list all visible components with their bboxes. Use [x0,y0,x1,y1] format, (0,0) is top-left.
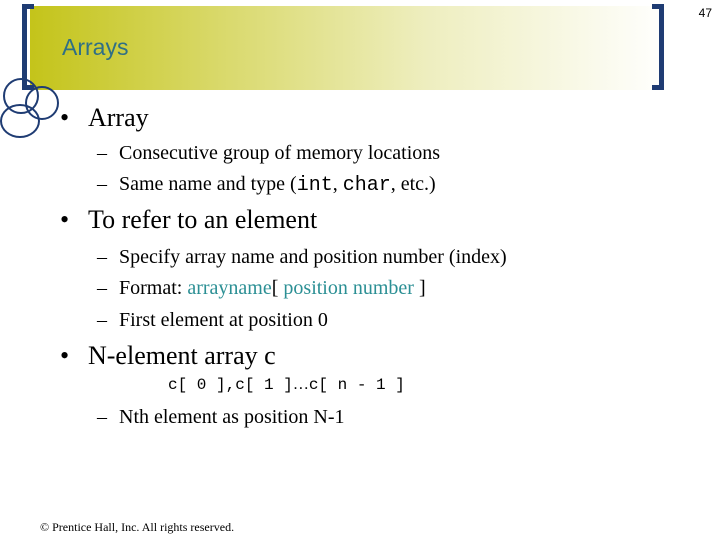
bullet-mark: • [60,103,70,132]
dash-mark: – [97,406,107,428]
bullet-mark: • [60,341,70,370]
sub-bullet [97,173,436,197]
bullet-label: N-element array c [88,341,276,370]
bullet-label: To refer to an element [88,205,318,234]
bullet-nelement [60,341,276,371]
page-number: 47 [698,6,712,20]
sub-bullet-text: Same name and type ( [119,173,297,195]
sub-bullet-text: Consecutive group of memory locations [119,142,441,164]
sub-bullet-text: , [332,173,343,195]
code-ellipsis: … [292,376,309,393]
sub-bullet-text: ] [413,277,426,299]
right-bracket-decoration [652,4,664,90]
sub-bullet-text: Specify array name and position number (index) [119,246,507,268]
bullet-array [60,103,149,133]
bullet-label: Array [88,103,149,132]
bullet-mark: • [60,205,70,234]
sub-bullet [97,406,345,429]
code-element: c[ 1 ] [235,376,293,394]
code-element: c[ 0 ], [168,376,236,394]
dash-mark: – [97,142,107,164]
left-bracket-decoration [22,4,34,90]
sub-bullet-text: First element at position 0 [119,309,328,331]
sub-bullet-text: Nth element as position N-1 [119,406,345,428]
sub-bullet [97,277,426,300]
dash-mark: – [97,246,107,268]
dash-mark: – [97,173,107,195]
sub-bullet [97,142,440,165]
dash-mark: – [97,309,107,331]
copyright-footer: © Prentice Hall, Inc. All rights reserved. [40,520,235,534]
bullet-refer [60,205,317,235]
sub-bullet [97,309,328,332]
sub-bullet-text: , etc.) [390,173,436,195]
code-example [168,376,405,394]
sub-bullet [97,246,507,269]
sub-bullet-text: Format: [119,277,188,299]
format-arrayname: arrayname [187,277,272,299]
slide-title: Arrays [62,34,129,60]
dash-mark: – [97,277,107,299]
format-position-number: position number [283,277,414,299]
code-char: char [342,174,391,197]
ring-decoration [25,86,59,120]
code-element: c[ n - 1 ] [308,376,405,394]
sub-bullet-text: [ [271,277,284,299]
code-int: int [296,174,333,197]
